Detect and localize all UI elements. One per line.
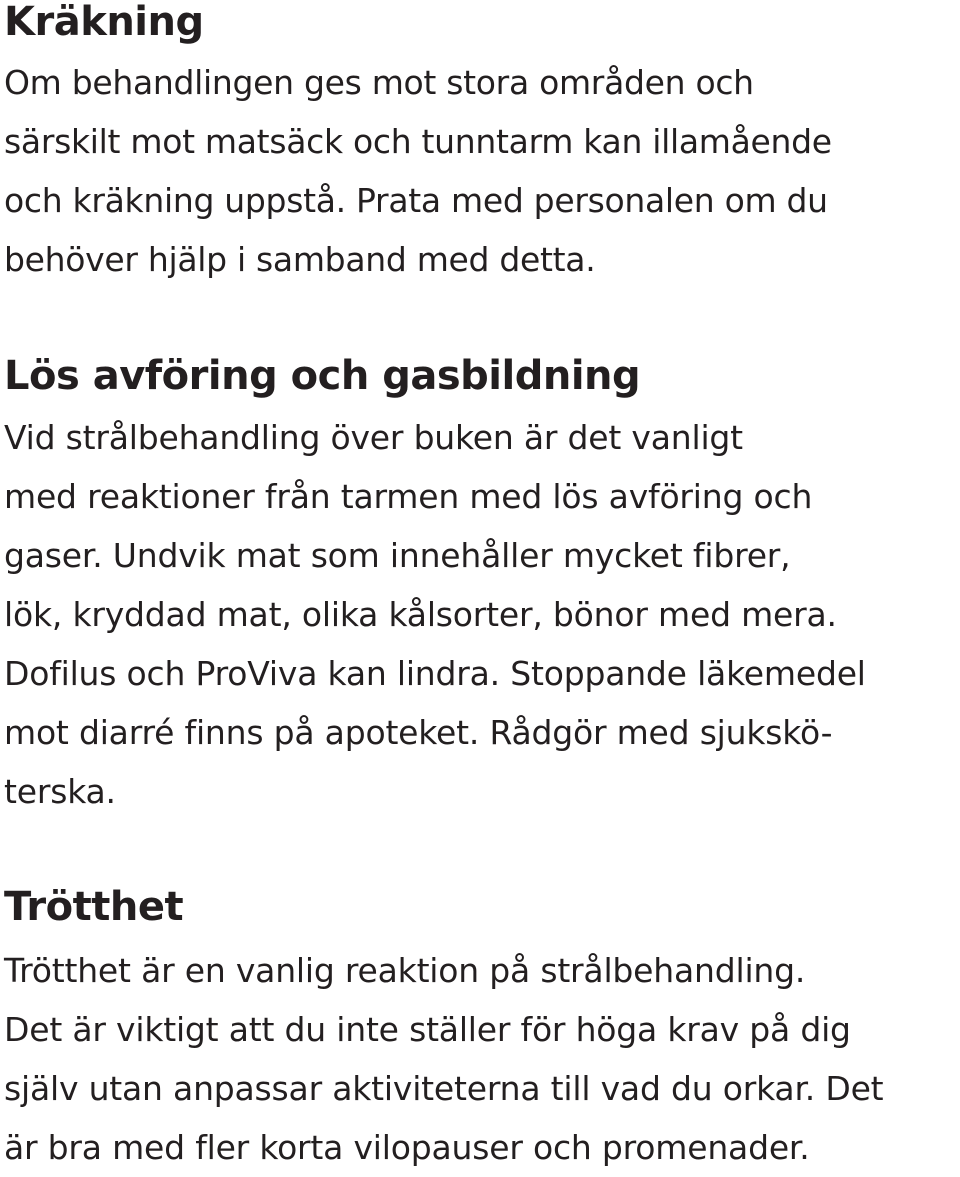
body-line: och kräkning uppstå. Prata med personalen om du: [4, 181, 828, 220]
body-line: själv utan anpassar aktiviteterna till vad du orkar. Det: [4, 1069, 884, 1108]
body-line: behöver hjälp i samband med detta.: [4, 240, 596, 279]
body-line: Trötthet är en vanlig reaktion på strålbehandling.: [4, 951, 806, 990]
section-body-krakning: [4, 53, 832, 289]
section-heading-trotthet: Trötthet: [4, 884, 184, 930]
body-line: lök, kryddad mat, olika kålsorter, bönor med mera.: [4, 595, 837, 634]
body-line: terska.: [4, 772, 116, 811]
body-line: med reaktioner från tarmen med lös avföring och: [4, 477, 813, 516]
body-line: är bra med fler korta vilopauser och promenader.: [4, 1128, 810, 1167]
section-body-trotthet: [4, 941, 883, 1177]
section-heading-los-avforing: Lös avföring och gasbildning: [4, 353, 641, 399]
body-line: särskilt mot matsäck och tunntarm kan illamående: [4, 122, 832, 161]
body-line: Det är viktigt att du inte ställer för höga krav på dig: [4, 1010, 851, 1049]
body-line: Vid strålbehandling över buken är det vanligt: [4, 418, 743, 457]
body-line: Om behandlingen ges mot stora områden och: [4, 63, 754, 102]
body-line: gaser. Undvik mat som innehåller mycket fibrer,: [4, 536, 791, 575]
section-heading-krakning: Kräkning: [4, 0, 204, 45]
body-line: Dofilus och ProViva kan lindra. Stoppande läkemedel: [4, 654, 866, 693]
body-line: mot diarré finns på apoteket. Rådgör med sjukskö-: [4, 713, 833, 752]
section-body-los-avforing: [4, 408, 866, 821]
